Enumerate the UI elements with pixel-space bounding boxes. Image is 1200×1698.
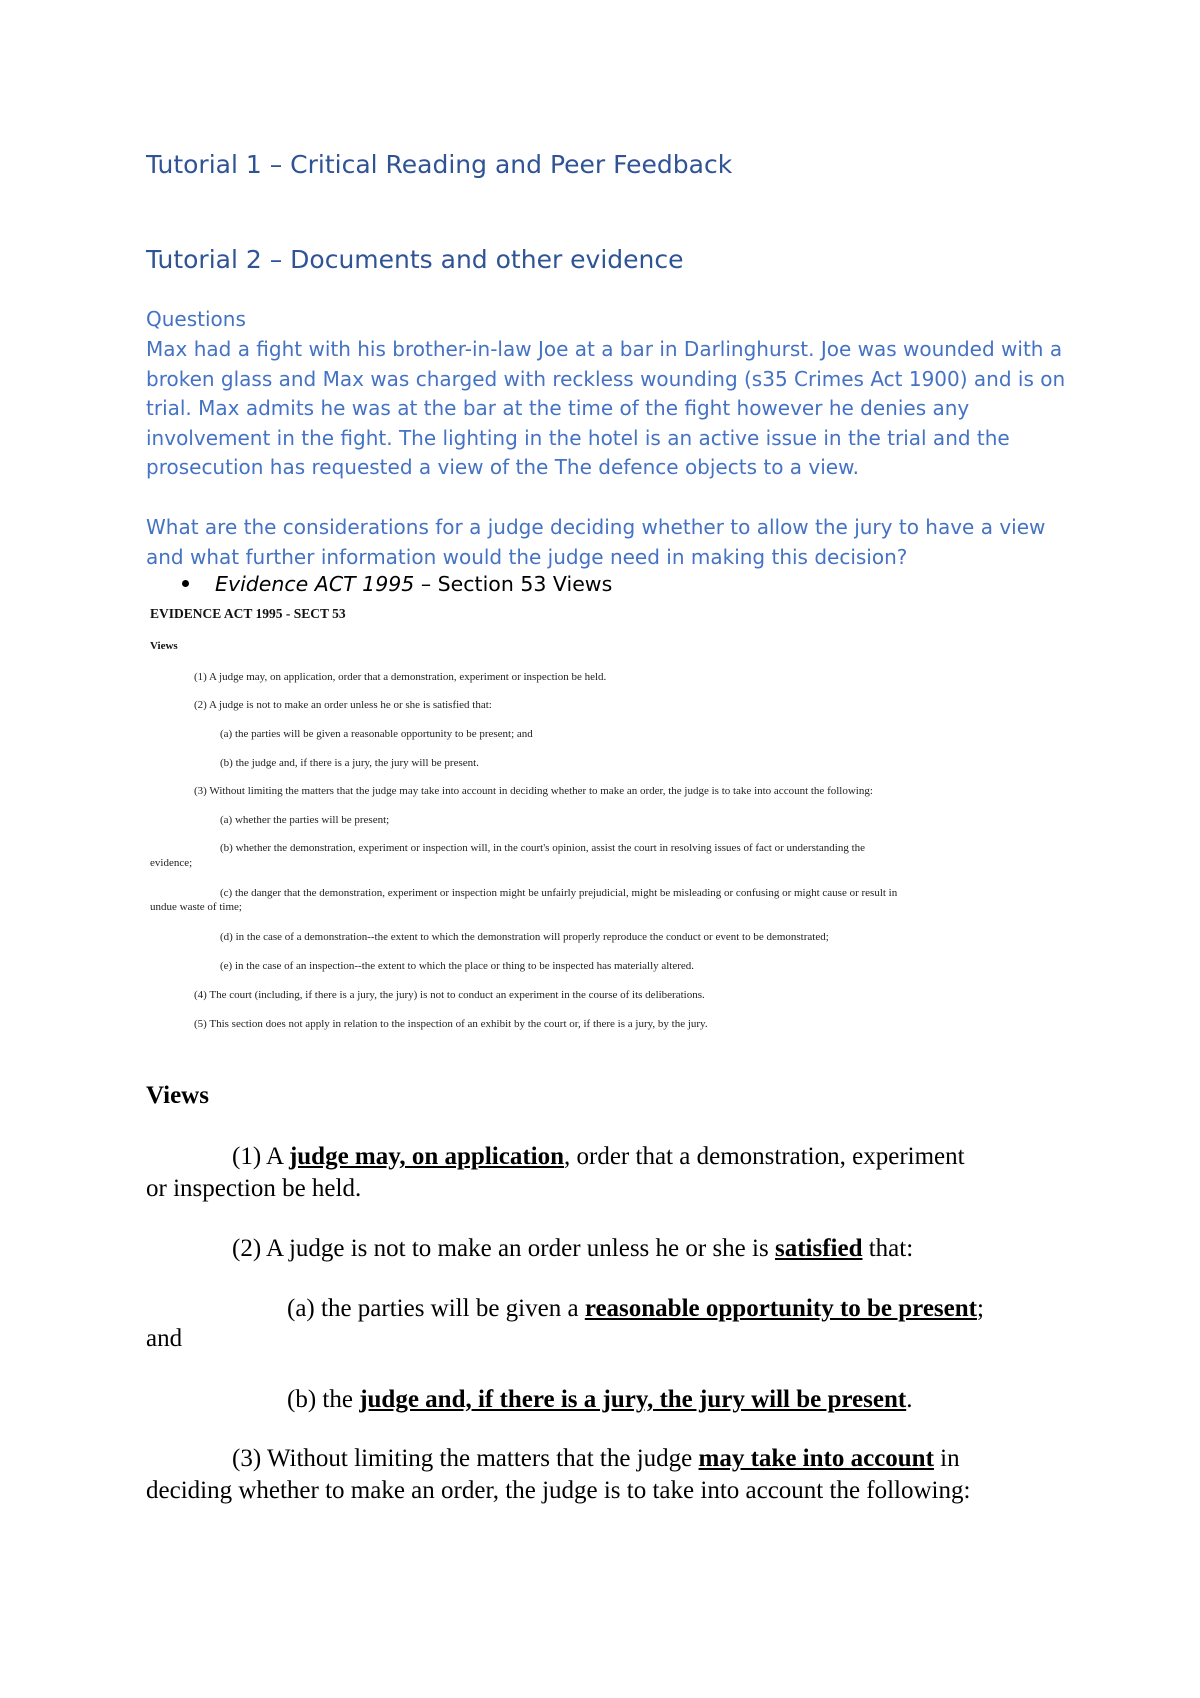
excerpt-subsection-5: (5) This section does not apply in relation to the inspection of an exhibit by the court or, if there is a jury, by the jury.: [194, 1018, 708, 1030]
tutorial-1-heading: Tutorial 1 – Critical Reading and Peer Feedback: [146, 150, 733, 179]
bullet-icon: [182, 580, 189, 587]
bullet-item: [182, 572, 612, 596]
section-label: – Section 53 Views: [414, 572, 613, 596]
emphasis-run: may take into account: [698, 1445, 934, 1472]
question-paragraph: What are the considerations for a judge deciding whether to allow the jury to have a view and what further information would the judge need in making this decision?: [146, 515, 1046, 569]
views-para-1: [232, 1141, 965, 1173]
excerpt-item-3b: (b) whether the demonstration, experiment or inspection will, in the court's opinion, assist the court in resolving issues of fact or understanding the: [220, 842, 866, 854]
text-run: (3) Without limiting the matters that the judge: [232, 1445, 699, 1472]
views-para-1-continued: or inspection be held.: [146, 1175, 362, 1202]
tutorial-2-heading: Tutorial 2 – Documents and other evidence: [146, 245, 684, 274]
text-run: (1) A: [232, 1143, 289, 1170]
text-run: in: [933, 1445, 960, 1472]
emphasis-run: satisfied: [774, 1235, 863, 1262]
emphasis-run: judge and, if there is a jury, the jury will be present: [359, 1386, 907, 1413]
excerpt-subtitle: Views: [150, 640, 178, 652]
excerpt-item-2a: (a) the parties will be given a reasonable opportunity to be present; and: [220, 728, 533, 740]
text-run: , order that a demonstration, experiment: [564, 1143, 965, 1170]
act-name: Evidence ACT 1995: [215, 572, 415, 596]
excerpt-subsection-4: (4) The court (including, if there is a jury, the jury) is not to conduct an experiment in the course of its deliberations.: [194, 989, 705, 1001]
text-run: (a) the parties will be given a: [287, 1295, 585, 1322]
text-run: that:: [862, 1235, 914, 1262]
views-para-2b: [287, 1384, 912, 1416]
excerpt-item-3b-continued: evidence;: [150, 857, 193, 869]
excerpt-subsection-2: (2) A judge is not to make an order unless he or she is satisfied that:: [194, 699, 492, 711]
excerpt-item-3d: (d) in the case of a demonstration--the extent to which the demonstration will properly reproduce the conduct or event to be demonstrated;: [220, 931, 829, 943]
excerpt-subsection-3: (3) Without limiting the matters that the judge may take into account in deciding whether to make an order, the judge is to take into account the following:: [194, 785, 873, 797]
scenario-paragraph: Max had a fight with his brother-in-law Joe at a bar in Darlinghurst. Joe was wounded with a broken glass and Max was charged with reckless wounding (s35 Crimes Act 1900) and is on trial. Max admits he was at the bar at the time of the fight however he denies any involvement in the fight. The lighting in the hotel is an active issue in the trial and the prosecution has requested a view of the The defence objects to a view.: [146, 337, 1066, 479]
emphasis-run: judge may, on application: [288, 1143, 565, 1170]
text-run: (b) the: [287, 1386, 360, 1413]
excerpt-subsection-1: (1) A judge may, on application, order that a demonstration, experiment or inspection be held.: [194, 671, 607, 683]
excerpt-item-3c: (c) the danger that the demonstration, experiment or inspection might be unfairly prejudicial, might be misleading or confusing or might cause or result in: [220, 887, 898, 899]
text-run: ;: [976, 1295, 984, 1322]
excerpt-title: EVIDENCE ACT 1995 - SECT 53: [150, 606, 346, 621]
questions-label: Questions: [146, 307, 246, 331]
views-para-3: [232, 1443, 960, 1475]
views-heading: Views: [146, 1082, 209, 1109]
text-run: .: [906, 1386, 913, 1413]
excerpt-item-2b: (b) the judge and, if there is a jury, the jury will be present.: [220, 757, 479, 769]
views-para-2a-continued: and: [146, 1325, 183, 1352]
views-para-2a: [287, 1293, 984, 1325]
views-para-2: [232, 1233, 913, 1265]
excerpt-item-3e: (e) in the case of an inspection--the extent to which the place or thing to be inspected has materially altered.: [220, 960, 695, 972]
text-run: (2) A judge is not to make an order unless he or she is: [232, 1235, 775, 1262]
emphasis-run: reasonable opportunity to be present: [584, 1295, 977, 1322]
legislation-excerpt-image: [146, 606, 1066, 1036]
excerpt-item-3a: (a) whether the parties will be present;: [220, 814, 390, 826]
excerpt-item-3c-continued: undue waste of time;: [150, 901, 242, 913]
views-para-3-continued: deciding whether to make an order, the judge is to take into account the following:: [146, 1477, 971, 1504]
